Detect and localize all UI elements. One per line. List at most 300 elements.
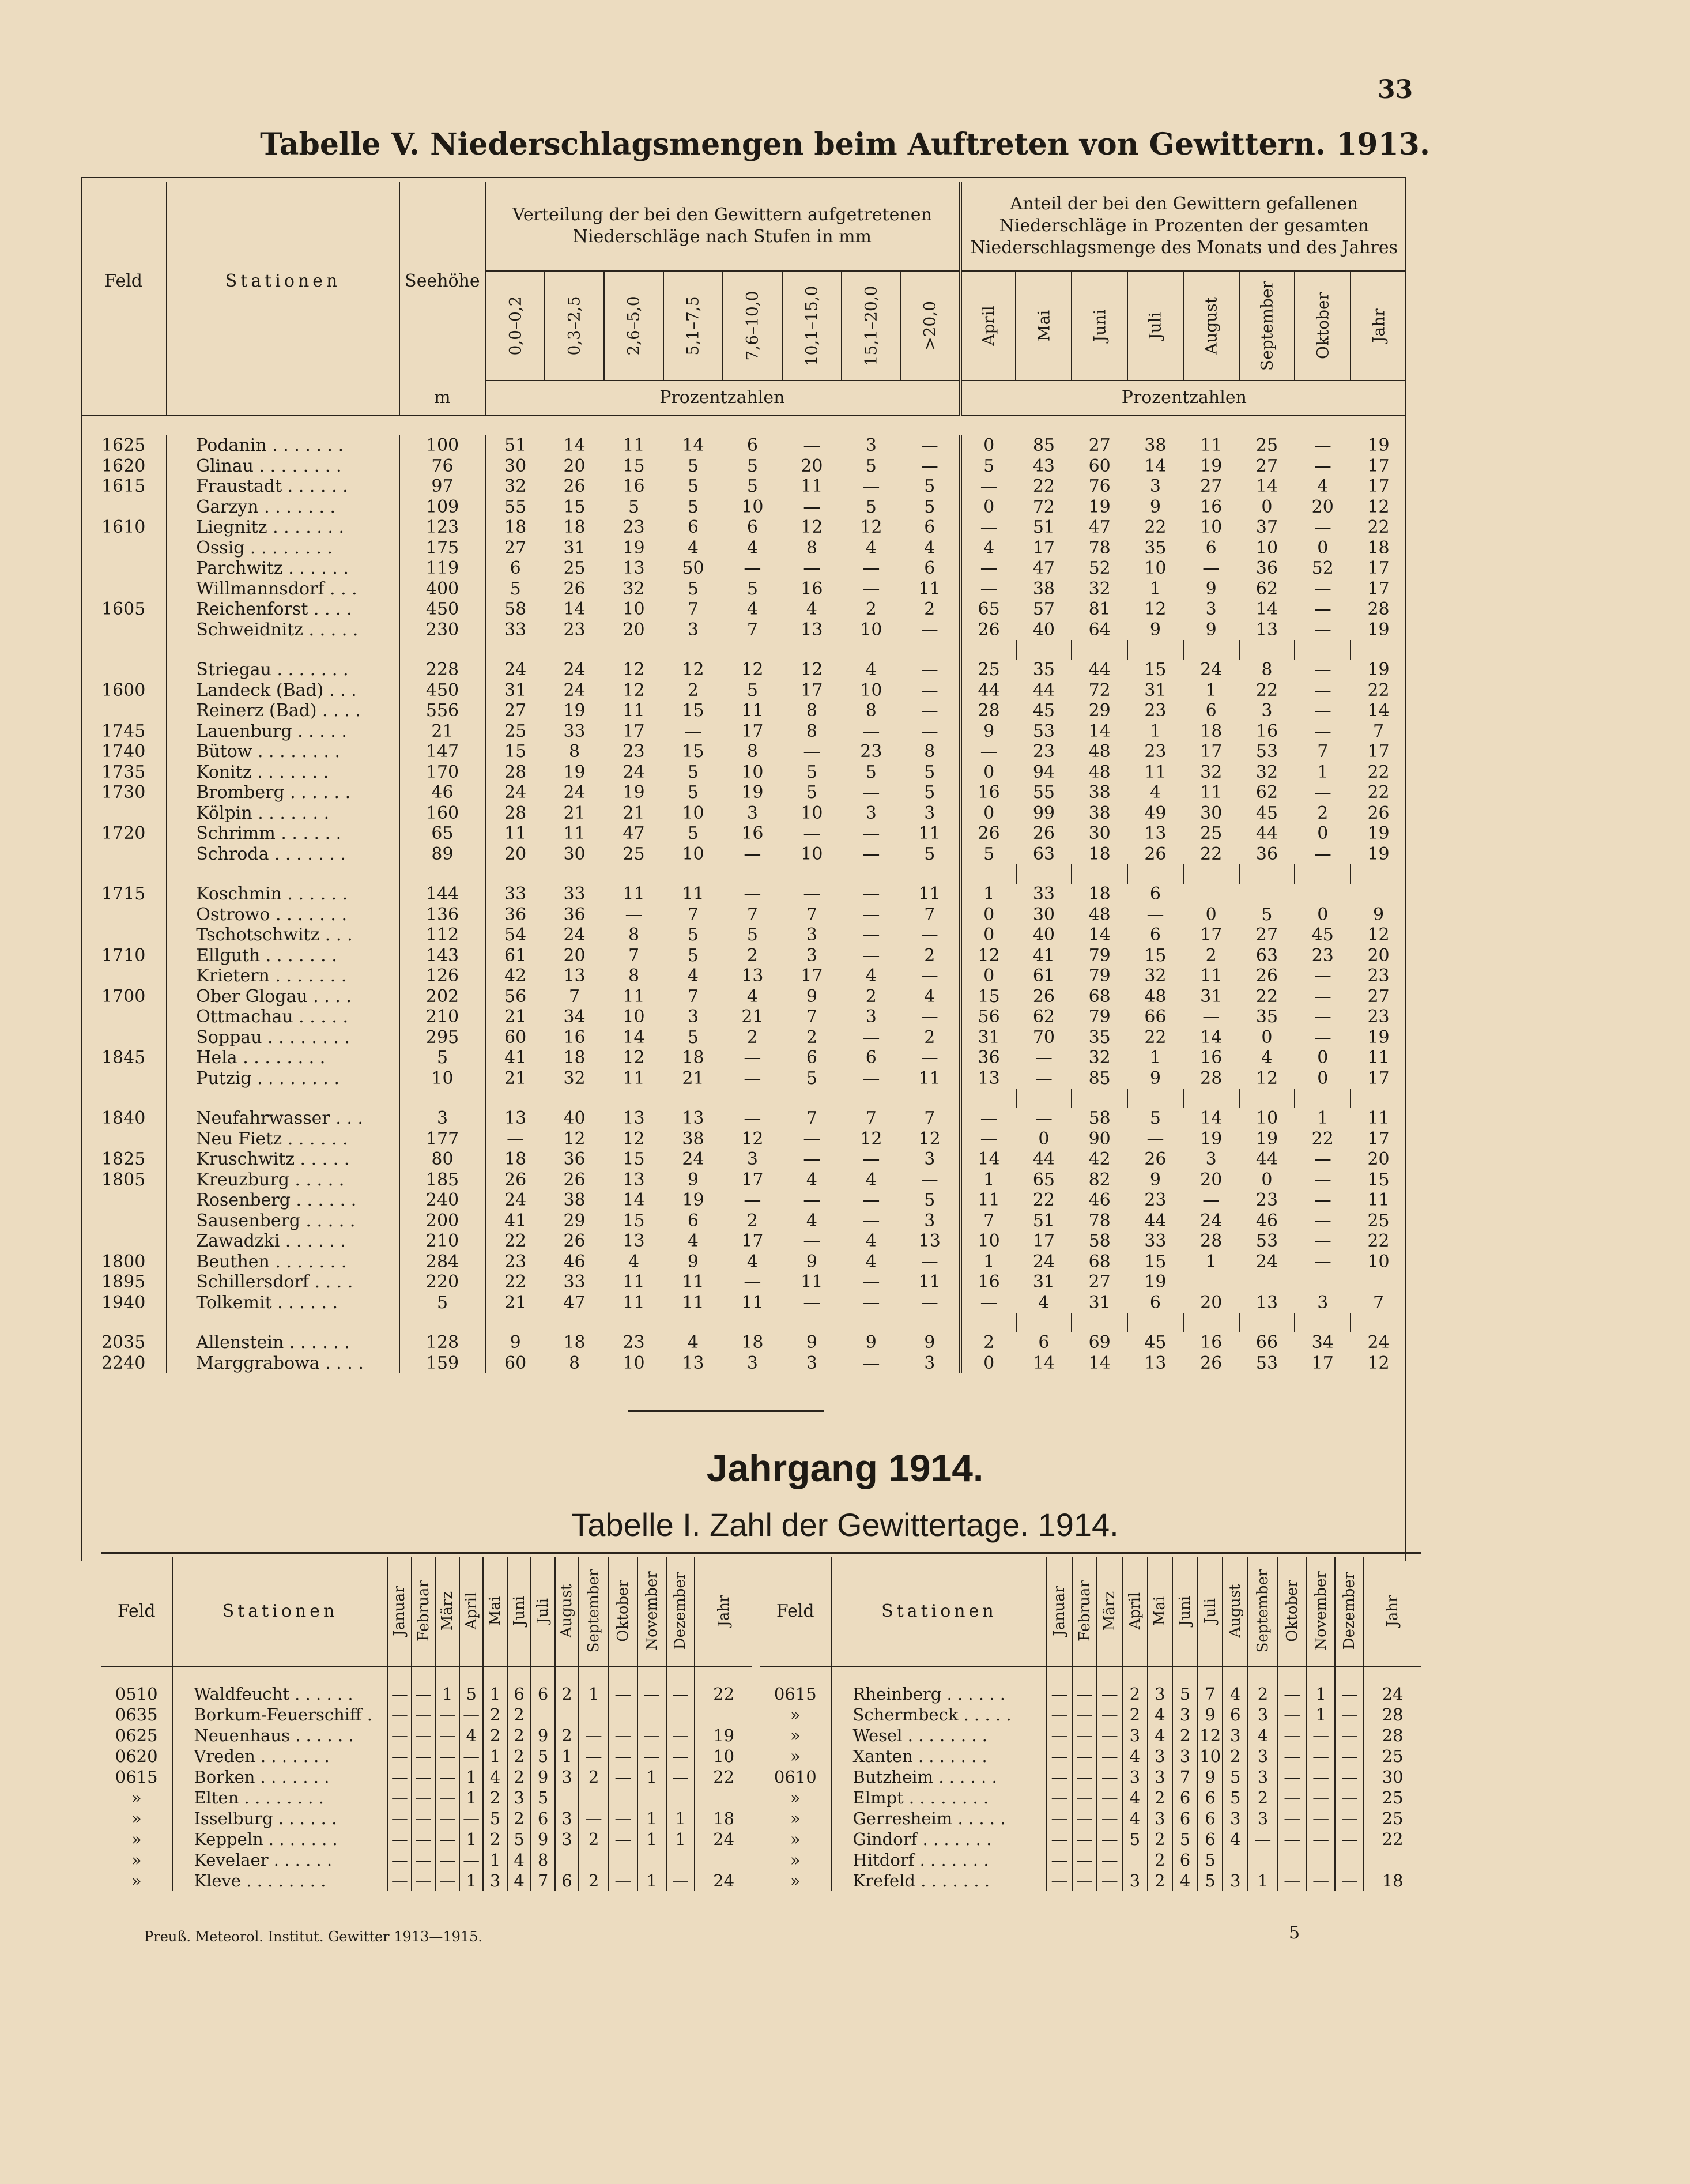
- table-row: [760, 1787, 1421, 1808]
- table-row: [81, 579, 1406, 600]
- col-seehoehe: Seehöhe: [399, 182, 485, 381]
- value-cell: 26: [563, 476, 586, 497]
- value-cell: 47: [1088, 517, 1111, 538]
- value-cell: 5: [865, 455, 877, 476]
- value-cell: 21: [623, 803, 645, 823]
- value-cell: 33: [563, 721, 586, 741]
- value-cell: 1: [1307, 1704, 1336, 1725]
- value-cell: —: [862, 1272, 880, 1293]
- month-header-text: August: [558, 1584, 576, 1638]
- value-cell: —: [1314, 435, 1331, 456]
- value-cell: 18: [1088, 844, 1111, 864]
- value-cell: —: [1314, 1210, 1331, 1231]
- value-cell: 23: [860, 741, 882, 762]
- value-cell: 19: [695, 1725, 752, 1746]
- feld-cell: 1625: [101, 435, 146, 456]
- value-cell: —: [436, 1829, 459, 1850]
- month-header-0: [1047, 1557, 1072, 1666]
- feld-cell: [81, 803, 167, 824]
- value-cell: [1351, 884, 1406, 905]
- value-cell: —: [1307, 1808, 1336, 1829]
- value-cell: —: [803, 435, 821, 456]
- value-cell: 4: [507, 1850, 531, 1870]
- value-cell: 27: [1200, 476, 1223, 497]
- seehoehe-cell: 5: [399, 1293, 485, 1313]
- value-cell: 2: [1172, 1725, 1198, 1746]
- value-cell: 22: [1200, 844, 1223, 864]
- value-cell: 19: [1200, 1128, 1223, 1149]
- station-name: Keppeln . . . . . . .: [172, 1829, 387, 1850]
- value-cell: 44: [1255, 823, 1278, 844]
- value-cell: 24: [623, 762, 645, 782]
- value-cell: 0: [960, 925, 1016, 946]
- gap-cell: [579, 1666, 609, 1684]
- value-cell: —: [388, 1829, 412, 1850]
- value-cell: —: [921, 660, 938, 680]
- value-cell: 8: [628, 925, 640, 946]
- value-cell: —: [921, 680, 938, 701]
- value-cell: 0: [960, 435, 1016, 456]
- value-cell: —: [1072, 1725, 1097, 1746]
- gap-cell: [960, 1313, 1016, 1332]
- gap-cell: [459, 1666, 483, 1684]
- gap-cell: [1127, 640, 1183, 660]
- value-cell: 3: [1248, 1808, 1278, 1829]
- table-row: [81, 741, 1406, 762]
- gap-cell: [1127, 1313, 1183, 1332]
- value-cell: 11: [682, 884, 704, 905]
- value-cell: —: [921, 1007, 938, 1027]
- gap-cell: [1239, 640, 1295, 660]
- value-cell: 24: [563, 782, 586, 803]
- value-cell: —: [1314, 986, 1331, 1007]
- seehoehe-cell: 10: [399, 1068, 485, 1089]
- gap-cell: [167, 1313, 399, 1332]
- gap-cell: [1223, 1666, 1248, 1684]
- value-cell: 2: [1317, 803, 1329, 823]
- value-cell: 4: [483, 1767, 507, 1787]
- value-cell: 10: [1198, 1746, 1223, 1767]
- value-cell: 7: [924, 904, 935, 925]
- value-cell: [637, 1704, 666, 1725]
- value-cell: 21: [485, 1007, 545, 1027]
- value-cell: 2: [806, 1027, 817, 1048]
- value-cell: 7: [687, 904, 699, 925]
- value-cell: 4: [507, 1870, 531, 1891]
- value-cell: 12: [860, 517, 882, 538]
- stufe-header-text: 0,0–0,2: [506, 296, 525, 356]
- value-cell: —: [412, 1870, 435, 1891]
- value-cell: —: [637, 1684, 666, 1704]
- value-cell: 10: [623, 1007, 645, 1027]
- value-cell: —: [436, 1746, 459, 1767]
- stufe-header-0: [485, 271, 545, 381]
- month-header-text: Oktober: [614, 1580, 632, 1643]
- value-cell: 26: [1367, 803, 1390, 823]
- gap-cell: [1072, 1313, 1127, 1332]
- value-cell: 11: [918, 884, 941, 905]
- value-cell: 10: [1255, 1108, 1278, 1129]
- value-cell: 2: [483, 1704, 507, 1725]
- value-cell: —: [921, 1292, 938, 1313]
- value-cell: 11: [623, 1068, 645, 1089]
- station-name: Kölpin . . . . . . .: [167, 803, 399, 824]
- col-stationen: Stationen: [172, 1557, 387, 1666]
- value-cell: 40: [1032, 925, 1055, 946]
- value-cell: 12: [623, 680, 645, 701]
- value-cell: 66: [1144, 1007, 1167, 1027]
- value-cell: 52: [1088, 558, 1111, 579]
- value-cell: 19: [1367, 660, 1390, 680]
- value-cell: —: [960, 579, 1016, 600]
- value-cell: 7: [1198, 1684, 1223, 1704]
- value-cell: 3: [1172, 1704, 1198, 1725]
- table-row: [760, 1684, 1421, 1704]
- gap-cell: [1016, 640, 1072, 660]
- value-cell: 72: [1088, 680, 1111, 701]
- value-cell: —: [1146, 1128, 1164, 1149]
- feld-cell: 1615: [101, 476, 146, 497]
- value-cell: —: [436, 1870, 459, 1891]
- value-cell: 2: [687, 680, 699, 701]
- value-cell: —: [744, 1108, 761, 1129]
- gap-cell: [832, 1666, 1047, 1684]
- gap-cell: [604, 640, 663, 660]
- value-cell: 26: [1032, 823, 1055, 844]
- seehoehe-cell: 202: [399, 986, 485, 1007]
- header-gap: [760, 1666, 1421, 1684]
- month-header-8: [579, 1557, 609, 1666]
- feld-cell: 0615: [115, 1767, 158, 1787]
- station-name: Vreden . . . . . . .: [172, 1746, 387, 1767]
- value-cell: 46: [1088, 1190, 1111, 1211]
- value-cell: 14: [1200, 1027, 1223, 1048]
- monat-header-0: [960, 271, 1016, 381]
- station-name: Ottmachau . . . . .: [167, 1007, 399, 1027]
- table-row: [81, 599, 1406, 620]
- prozentzahlen-1: Prozentzahlen: [485, 381, 960, 415]
- col-feld: Feld: [776, 1601, 814, 1621]
- value-cell: 22: [1364, 1829, 1421, 1850]
- value-cell: 15: [623, 455, 645, 476]
- value-cell: 17: [1032, 1231, 1055, 1252]
- value-cell: 2: [579, 1767, 609, 1787]
- value-cell: 26: [960, 620, 1016, 641]
- value-cell: 24: [563, 925, 586, 946]
- value-cell: 6: [687, 1210, 699, 1231]
- value-cell: 17: [1367, 741, 1390, 762]
- gap-cell: [1239, 1089, 1295, 1108]
- value-cell: —: [609, 1684, 637, 1704]
- value-cell: 6: [865, 1048, 877, 1068]
- station-name: Koschmin . . . . . .: [167, 884, 399, 905]
- value-cell: 44: [1088, 660, 1111, 680]
- value-cell: 10: [695, 1746, 752, 1767]
- station-name: Schrimm . . . . . .: [167, 823, 399, 844]
- value-cell: 18: [741, 1332, 764, 1353]
- value-cell: 5: [687, 578, 699, 599]
- value-cell: —: [744, 1048, 761, 1068]
- feld-cell: [81, 844, 167, 865]
- value-cell: 14: [1032, 1353, 1055, 1373]
- value-cell: 3: [1122, 1767, 1148, 1787]
- value-cell: 2: [1223, 1746, 1248, 1767]
- value-cell: —: [803, 823, 821, 844]
- seehoehe-cell: 109: [399, 497, 485, 518]
- value-cell: 5: [746, 455, 758, 476]
- prozentzahlen-2: Prozentzahlen: [960, 381, 1406, 415]
- value-cell: 4: [459, 1725, 483, 1746]
- value-cell: 17: [741, 1231, 764, 1252]
- value-cell: 14: [1255, 599, 1278, 620]
- monat-header-text: April: [979, 306, 998, 346]
- value-cell: —: [1072, 1808, 1097, 1829]
- station-name: Schweidnitz . . . . .: [167, 620, 399, 641]
- value-cell: —: [412, 1684, 435, 1704]
- value-cell: 58: [485, 599, 545, 620]
- value-cell: —: [388, 1787, 412, 1808]
- value-cell: 11: [682, 1292, 704, 1313]
- value-cell: 4: [687, 537, 699, 558]
- value-cell: 18: [1364, 1870, 1421, 1891]
- value-cell: 63: [1255, 945, 1278, 966]
- value-cell: 4: [746, 986, 758, 1007]
- value-cell: 38: [563, 1190, 586, 1211]
- gap-cell: [388, 1666, 412, 1684]
- value-cell: 28: [1364, 1704, 1421, 1725]
- value-cell: —: [803, 884, 821, 905]
- table5-body: [81, 435, 1406, 1373]
- month-header-11: [666, 1557, 695, 1666]
- value-cell: —: [862, 782, 880, 803]
- value-cell: 68: [1088, 1251, 1111, 1272]
- station-name: Willmannsdorf . . .: [167, 579, 399, 600]
- value-cell: 40: [1032, 619, 1055, 640]
- seehoehe-cell: 119: [399, 558, 485, 579]
- value-cell: 3: [1248, 1746, 1278, 1767]
- value-cell: 28: [485, 803, 545, 824]
- value-cell: 5: [531, 1787, 554, 1808]
- value-cell: —: [960, 517, 1016, 538]
- value-cell: —: [1314, 966, 1331, 986]
- value-cell: 10: [960, 1231, 1016, 1252]
- table-row: [81, 905, 1406, 925]
- value-cell: 22: [695, 1684, 752, 1704]
- value-cell: 4: [865, 966, 877, 986]
- value-cell: 9: [806, 1251, 817, 1272]
- station-name: Isselburg . . . . . .: [172, 1808, 387, 1829]
- table-row: [101, 1808, 752, 1829]
- feld-cell: 1940: [101, 1292, 146, 1313]
- value-cell: [637, 1850, 666, 1870]
- seehoehe-cell: 295: [399, 1027, 485, 1048]
- value-cell: 33: [485, 620, 545, 641]
- station-name: Putzig . . . . . . . .: [167, 1068, 399, 1089]
- value-cell: 35: [1032, 660, 1055, 680]
- value-cell: 2: [507, 1746, 531, 1767]
- monat-header-5: [1239, 271, 1295, 381]
- value-cell: 7: [687, 599, 699, 620]
- value-cell: 3: [1122, 1725, 1148, 1746]
- monat-header-text: August: [1201, 297, 1221, 355]
- value-cell: 11: [1367, 1108, 1390, 1129]
- value-cell: 2: [960, 1332, 1016, 1353]
- value-cell: 22: [1032, 476, 1055, 497]
- value-cell: 1: [1205, 680, 1217, 701]
- value-cell: 19: [1367, 435, 1390, 456]
- value-cell: 27: [1088, 435, 1111, 456]
- value-cell: —: [744, 884, 761, 905]
- value-cell: 15: [682, 741, 704, 762]
- feld-cell: 1825: [101, 1149, 146, 1170]
- value-cell: 14: [1088, 721, 1111, 741]
- value-cell: —: [1314, 599, 1331, 620]
- group-gap: [81, 1313, 1406, 1332]
- month-header-text: Juni: [1176, 1596, 1194, 1626]
- value-cell: —: [1335, 1829, 1364, 1850]
- value-cell: —: [921, 721, 938, 741]
- value-cell: 36: [1255, 844, 1278, 864]
- value-cell: 3: [806, 925, 817, 946]
- value-cell: 11: [741, 701, 764, 721]
- value-cell: 5: [865, 496, 877, 517]
- value-cell: 3: [924, 803, 935, 823]
- table-row: [760, 1767, 1421, 1787]
- table-row: [81, 517, 1406, 538]
- month-header-text: März: [1101, 1591, 1119, 1631]
- gap-cell: [81, 864, 167, 884]
- group-anteil-text: Anteil der bei den Gewittern gefallenen Niederschläge in Prozenten der gesamten Niederschlagsmenge des Monats und des Jahres: [970, 194, 1398, 258]
- value-cell: 2: [1148, 1787, 1173, 1808]
- gap-cell: [609, 1666, 637, 1684]
- value-cell: 31: [485, 680, 545, 701]
- gap-cell: [723, 864, 782, 884]
- value-cell: 1: [483, 1684, 507, 1704]
- table-row: [101, 1850, 752, 1870]
- gap-cell: [695, 1666, 752, 1684]
- value-cell: 33: [563, 884, 586, 905]
- value-cell: —: [803, 741, 821, 762]
- value-cell: —: [579, 1808, 609, 1829]
- month-header-6: [1198, 1557, 1223, 1666]
- value-cell: 15: [1144, 945, 1167, 966]
- gap-cell: [1183, 864, 1239, 884]
- value-cell: —: [1307, 1746, 1336, 1767]
- value-cell: 14: [682, 435, 704, 456]
- value-cell: 3: [1248, 1704, 1278, 1725]
- value-cell: 1: [436, 1684, 459, 1704]
- value-cell: 12: [1144, 599, 1167, 620]
- stufe-header-text: 7,6–10,0: [742, 291, 762, 361]
- value-cell: 5: [687, 945, 699, 966]
- value-cell: 14: [563, 599, 586, 620]
- value-cell: 4: [1122, 1808, 1148, 1829]
- value-cell: —: [1047, 1808, 1072, 1829]
- stufe-header-3: [663, 271, 723, 381]
- value-cell: 32: [563, 1068, 586, 1089]
- value-cell: —: [1047, 1746, 1072, 1767]
- value-cell: 0: [960, 966, 1016, 986]
- seehoehe-cell: 97: [399, 476, 485, 497]
- month-header-10: [637, 1557, 666, 1666]
- value-cell: —: [862, 1190, 880, 1211]
- value-cell: 9: [531, 1829, 554, 1850]
- value-cell: 2: [1148, 1850, 1173, 1870]
- gap-cell: [1016, 1313, 1072, 1332]
- value-cell: 6: [924, 517, 935, 538]
- value-cell: 6: [1038, 1332, 1050, 1353]
- value-cell: [579, 1704, 609, 1725]
- value-cell: [609, 1704, 637, 1725]
- station-name: Rosenberg . . . . . .: [167, 1190, 399, 1211]
- station-name: Ostrowo . . . . . . .: [167, 905, 399, 925]
- value-cell: 55: [1032, 782, 1055, 803]
- month-header-4: [483, 1557, 507, 1666]
- value-cell: 38: [682, 1128, 704, 1149]
- station-name: Lauenburg . . . . .: [167, 721, 399, 742]
- value-cell: 19: [1367, 1027, 1390, 1048]
- value-cell: 19: [741, 782, 764, 803]
- feld-cell: »: [131, 1809, 142, 1828]
- gap-cell: [604, 864, 663, 884]
- value-cell: 30: [485, 456, 545, 477]
- seehoehe-cell: 80: [399, 1149, 485, 1170]
- value-cell: 15: [1367, 1169, 1390, 1190]
- value-cell: 26: [1200, 1353, 1223, 1373]
- table-row: [81, 1129, 1406, 1150]
- station-name: Glinau . . . . . . . .: [167, 456, 399, 477]
- value-cell: 14: [1200, 1108, 1223, 1129]
- seehoehe-cell: 143: [399, 946, 485, 966]
- value-cell: 3: [1148, 1808, 1173, 1829]
- value-cell: 2: [746, 1027, 758, 1048]
- value-cell: 79: [1088, 1007, 1111, 1027]
- value-cell: 58: [1088, 1108, 1111, 1129]
- value-cell: —: [1278, 1829, 1307, 1850]
- value-cell: 72: [1032, 496, 1055, 517]
- station-name: Reinerz (Bad) . . . .: [167, 701, 399, 721]
- stufe-header-4: [723, 271, 782, 381]
- value-cell: 5: [924, 476, 935, 497]
- value-cell: —: [1314, 721, 1331, 741]
- gap-cell: [1295, 1089, 1351, 1108]
- value-cell: 65: [1032, 1169, 1055, 1190]
- value-cell: 4: [746, 599, 758, 620]
- value-cell: —: [666, 1746, 695, 1767]
- station-name: Podanin . . . . . . .: [167, 435, 399, 456]
- value-cell: —: [1072, 1829, 1097, 1850]
- value-cell: —: [1072, 1787, 1097, 1808]
- value-cell: 25: [1200, 823, 1223, 844]
- value-cell: 17: [741, 721, 764, 741]
- value-cell: 27: [1255, 925, 1278, 946]
- value-cell: 12: [801, 660, 823, 680]
- value-cell: —: [609, 1829, 637, 1850]
- value-cell: 8: [569, 741, 580, 762]
- table-row: [101, 1829, 752, 1850]
- value-cell: 18: [485, 517, 545, 538]
- value-cell: 11: [623, 1292, 645, 1313]
- gap-cell: [663, 640, 723, 660]
- value-cell: 26: [563, 578, 586, 599]
- gap-cell: [399, 1089, 485, 1108]
- seehoehe-cell: 46: [399, 782, 485, 803]
- value-cell: 47: [1032, 558, 1055, 579]
- table-row: [81, 1048, 1406, 1068]
- station-name: Xanten . . . . . . .: [832, 1746, 1047, 1767]
- feld-cell: [81, 1068, 167, 1089]
- value-cell: 6: [1149, 884, 1161, 905]
